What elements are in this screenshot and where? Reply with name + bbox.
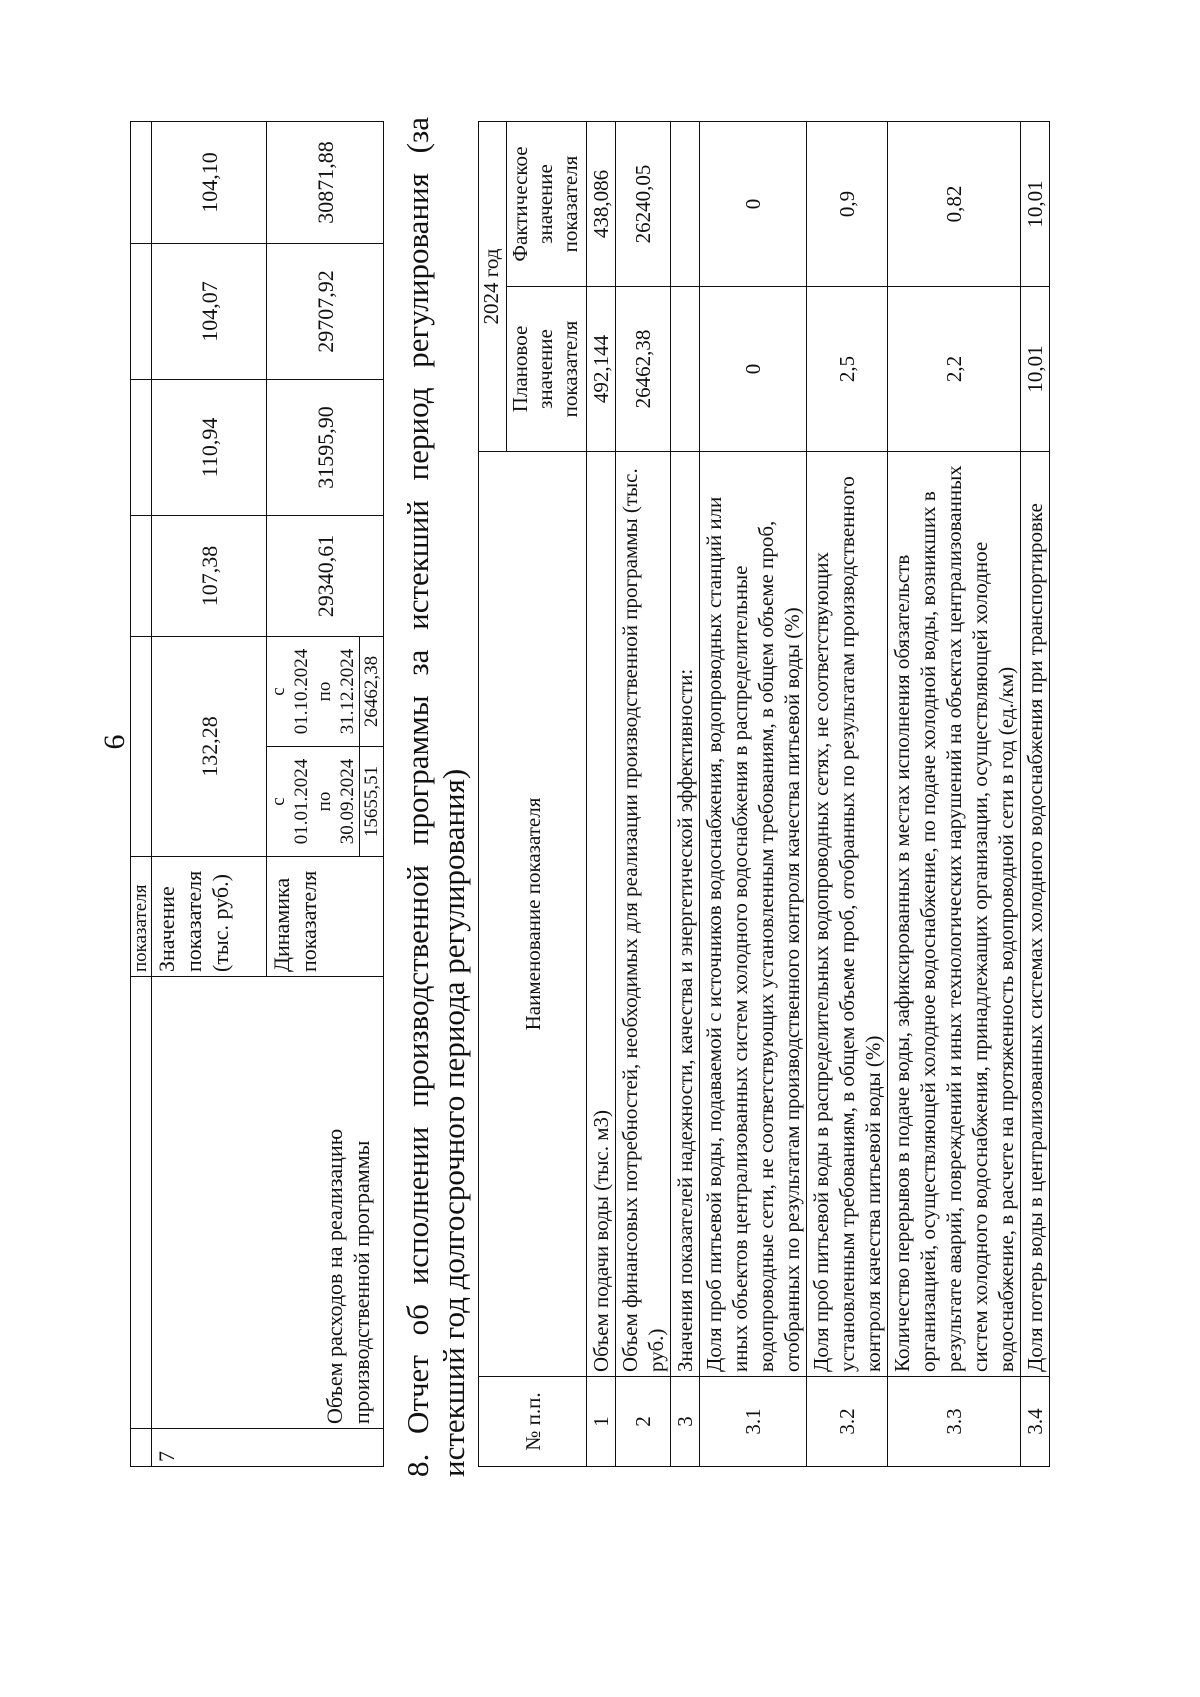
table-row [587,121,616,1466]
plan-value: 26462,38 [616,287,671,452]
dynamics-cell: 29707,92 [267,244,384,380]
row-number: 3.1 [700,1377,807,1467]
plan-value: 10,01 [1021,287,1050,452]
period-1-amount: 15655,51 [360,747,384,857]
value-label: Значение показателя (тыс. руб.) [152,857,267,977]
table-row [1021,121,1050,1466]
column-header-fact: Фактическое значение показателя [507,121,587,286]
row-name: Доля потерь воды в централизованных системах холодного водоснабжения при транспортировке [1021,452,1050,1377]
value-cell: 132,28 [152,637,267,857]
period-2-dates: с 01.10.2024 по 31.12.2024 [267,637,360,747]
fact-value: 10,01 [1021,121,1050,286]
dynamics-cell: 31595,90 [267,380,384,516]
table-row [888,121,1021,1466]
table-row [616,121,671,1466]
table-row [671,121,700,1466]
row-name: Объем подачи воды (тыс. м3) [587,452,616,1377]
fact-value: 0 [700,121,807,286]
plan-value: 492,144 [587,287,616,452]
row-number: 3.3 [888,1377,1021,1467]
row-number: 7 [152,1429,384,1467]
expenses-table [130,121,384,1467]
row-name: Количество перерывов в подаче воды, зафиксированных в местах исполнения обязательств организацией, осуществляющей холодное водоснабжение, по подаче холодной воды, возникших в результате аварий, повреждений и иных технологических нарушений на объектах централизованных систем холодного водоснабжения, принадлежащих организации, осуществляющей холодное водоснабжение, в расчете на протяженность водопроводной сети в год (ед./км) [888,452,1021,1377]
row-number: 1 [587,1377,616,1467]
fact-value: 0,9 [807,121,888,286]
value-cell: 110,94 [152,380,267,516]
dynamics-cell: 29340,61 [267,516,384,637]
row-number: 3.4 [1021,1377,1050,1467]
column-header-number: № п.п. [479,1377,587,1467]
dynamics-cell: 30871,88 [267,122,384,244]
table-row [700,121,807,1466]
fact-value: 0,82 [888,121,1021,286]
value-cell: 107,38 [152,516,267,637]
dynamics-label: Динамика показателя [267,857,384,977]
row-name: Значения показателей надежности, качества и энергетической эффективности: [671,452,700,1377]
section-title: 8. Отчет об исполнении производственной программы за истекший период регулирования (за истекший год долгосрочного периода регулирования) [400,117,471,1477]
page-number: 6 [98,734,131,750]
row-name: Объем финансовых потребностей, необходимых для реализации производственной программы (тыс. руб.) [616,452,671,1377]
table-row [807,121,888,1466]
plan-value: 2,5 [807,287,888,452]
fact-value: 438,086 [587,121,616,286]
row-label: Объем расходов на реализацию производственной программы [152,977,384,1429]
plan-value: 2,2 [888,287,1021,452]
value-cell: 104,07 [152,244,267,380]
plan-value: 0 [700,287,807,452]
column-header-year: 2024 год [479,121,507,451]
row-name: Доля проб питьевой воды в распределительных водопроводных сетях, не соответствующих установленным требованиям, в общем объеме проб, отобранных по результатам производственного контроля качества питьевой воды (%) [807,452,888,1377]
header-fragment: показателя [131,857,152,977]
period-1-dates: с 01.01.2024 по 30.09.2024 [267,747,360,857]
fact-value: 26240,05 [616,121,671,286]
production-program-report-table [478,121,1050,1467]
period-2-amount: 26462,38 [360,637,384,747]
row-number: 3 [671,1377,700,1467]
row-number: 3.2 [807,1377,888,1467]
fact-value [671,121,700,286]
column-header-name: Наименование показателя [479,452,587,1377]
column-header-plan: Плановое значение показателя [507,287,587,452]
value-cell: 104,10 [152,122,267,244]
row-number: 2 [616,1377,671,1467]
row-name: Доля проб питьевой воды, подаваемой с источников водоснабжения, водопроводных станций или иных объектов централизованных систем холодного водоснабжения в распределительные водопроводные сети, не соответствующих установленным требованиям, в общем объеме проб, отобранных по результатам производственного контроля качества питьевой воды (%) [700,452,807,1377]
plan-value [671,287,700,452]
